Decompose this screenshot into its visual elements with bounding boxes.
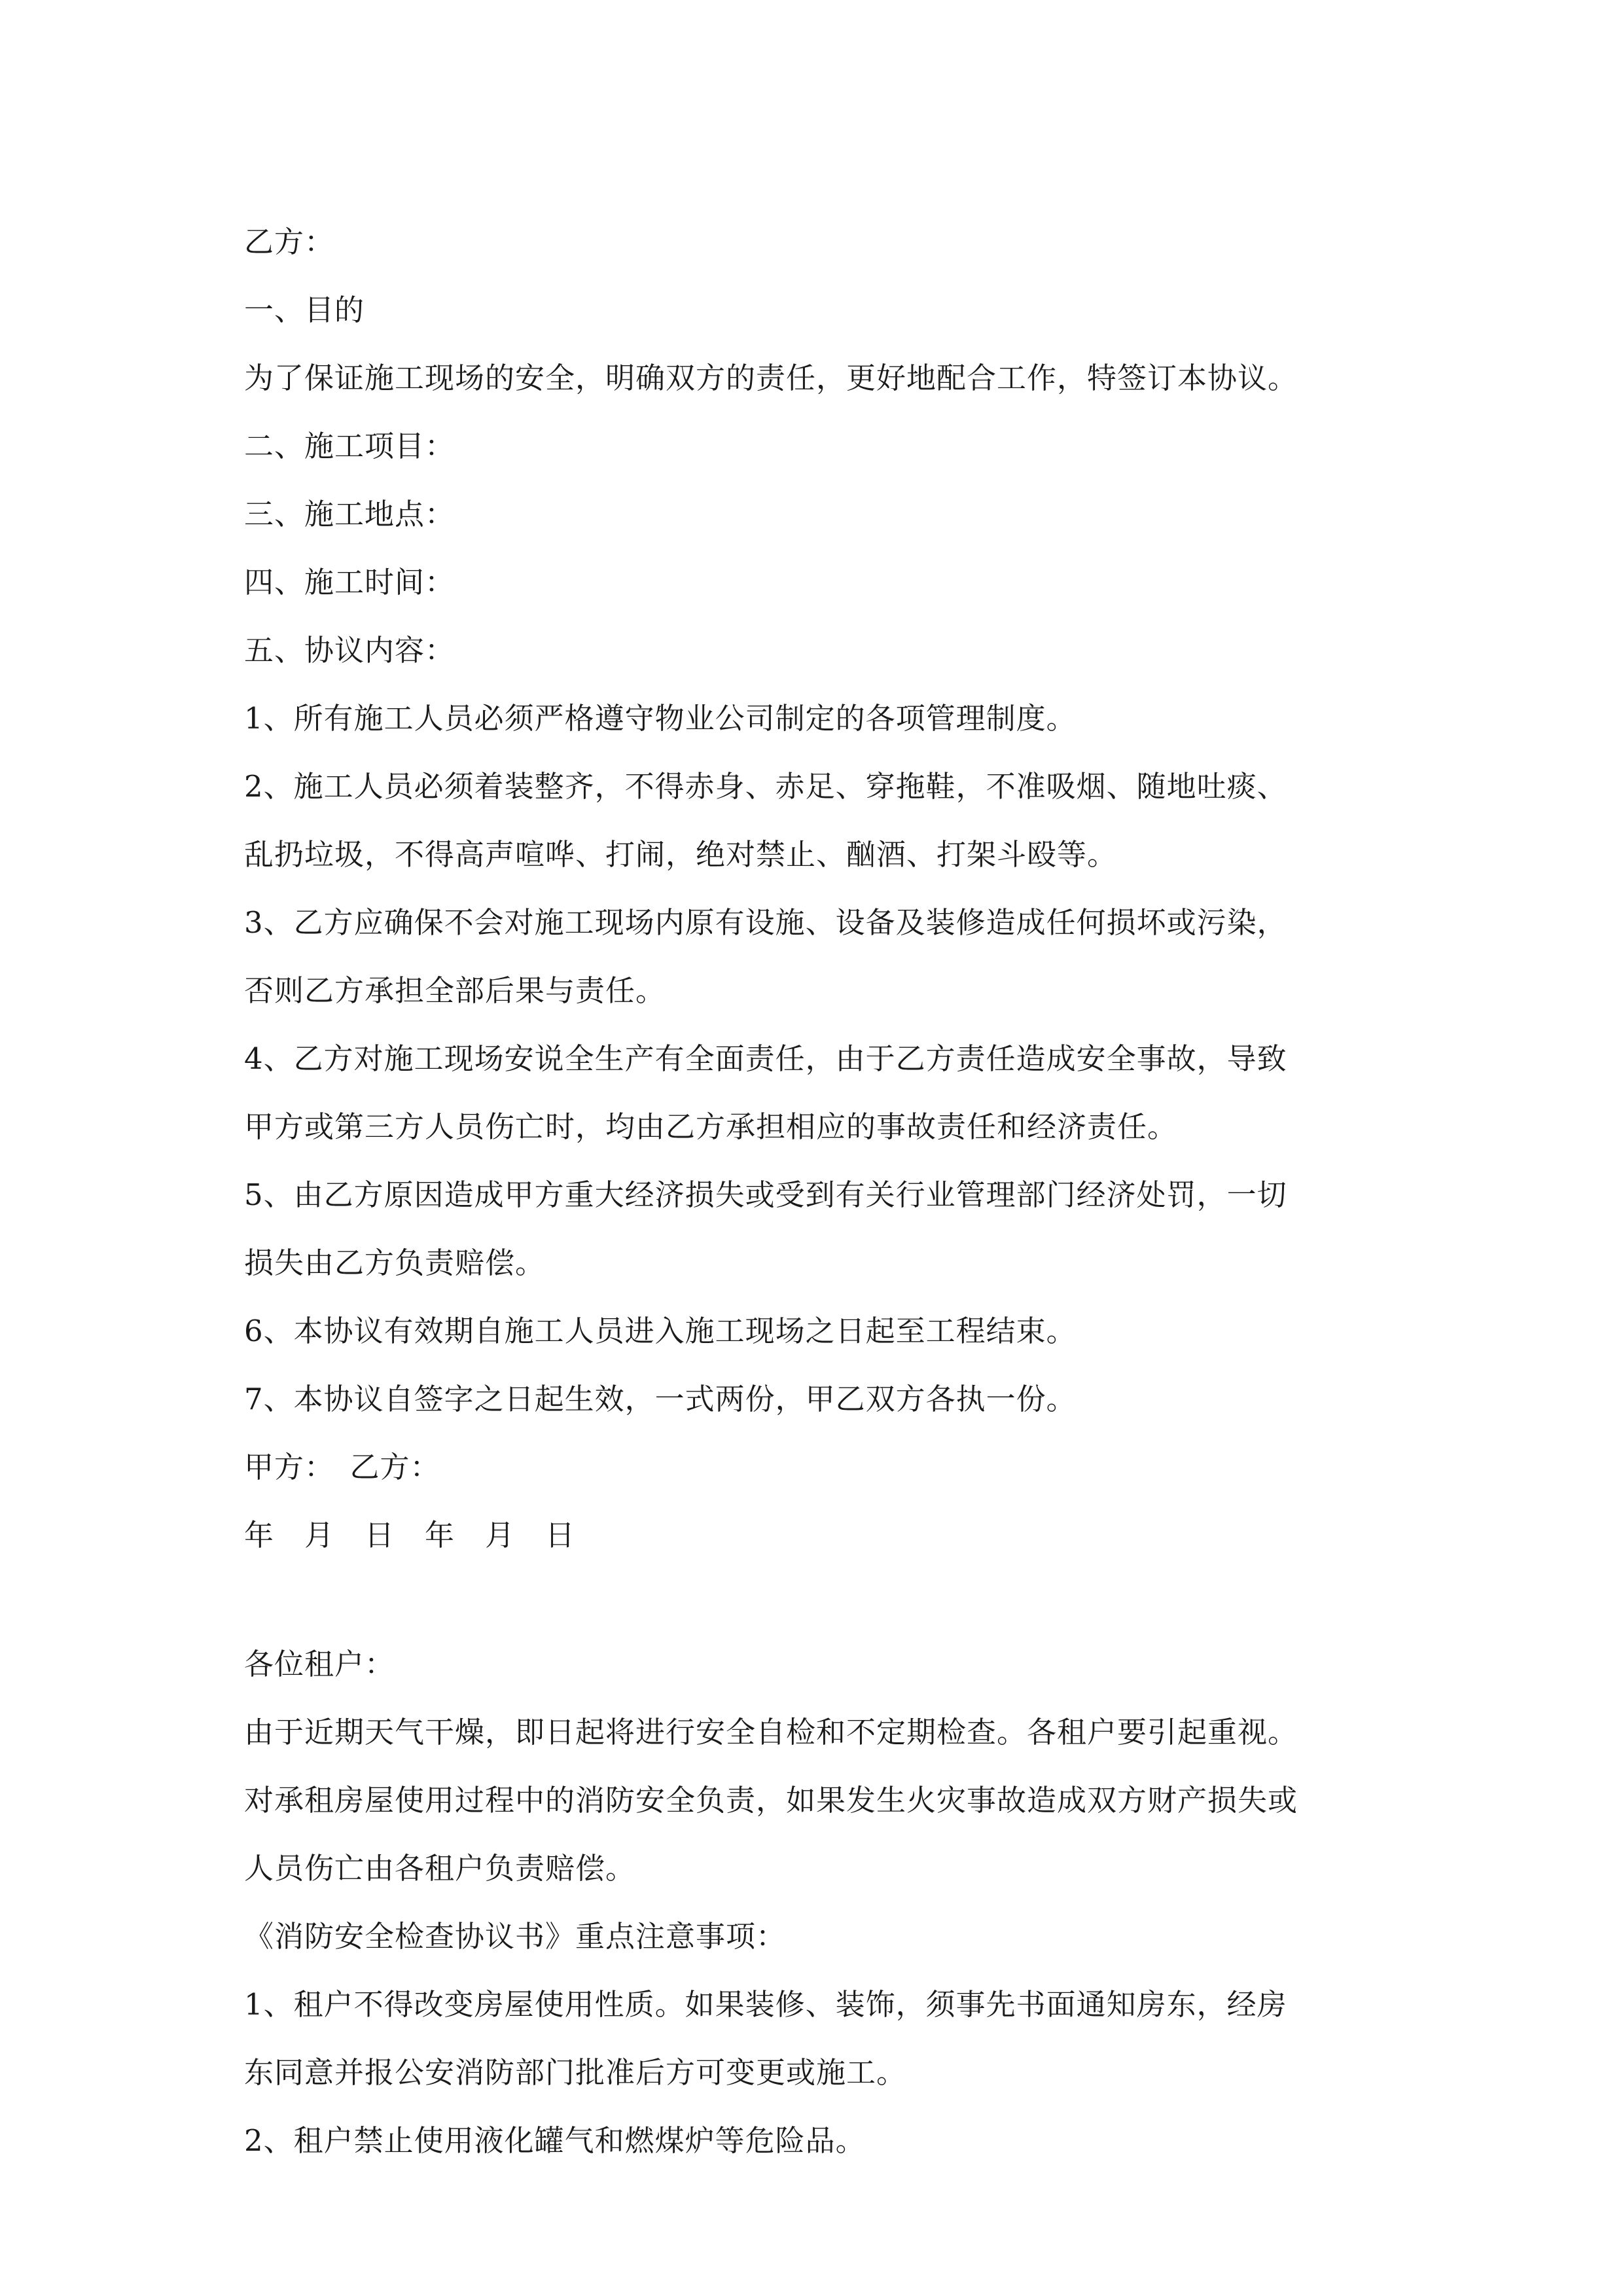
heading-purpose: 一、目的: [244, 293, 365, 327]
purpose-text: 为了保证施工现场的安全，明确双方的责任，更好地配合工作，特签订本协议。: [244, 361, 1298, 395]
heading-content: 五、协议内容：: [244, 633, 455, 668]
construction-safety-agreement-section: [244, 208, 1429, 1570]
notice-paragraph-line-3: 人员伤亡由各租户负责赔偿。: [244, 1851, 636, 1886]
clause-2-line-2: 乱扔垃圾，不得高声喧哗、打闹，绝对禁止、酗酒、打架斗殴等。: [244, 837, 1118, 872]
heading-location: 三、施工地点：: [244, 497, 455, 531]
clause-3-line-1: 3、乙方应确保不会对施工现场内原有设施、设备及装修造成任何损坏或污染，: [244, 905, 1287, 940]
clause-5-line-2: 损失由乙方负责赔偿。: [244, 1246, 546, 1280]
clause-2-line-1: 2、施工人员必须着装整齐，不得赤身、赤足、穿拖鞋，不准吸烟、随地吐痰、: [244, 769, 1287, 804]
clause-4-line-2: 甲方或第三方人员伤亡时，均由乙方承担相应的事故责任和经济责任。: [244, 1109, 1178, 1144]
heading-project: 二、施工项目：: [244, 429, 455, 463]
clause-1: 1、所有施工人员必须严格遵守物业公司制定的各项管理制度。: [244, 701, 1077, 736]
fire-safety-notice-section: [244, 1630, 1429, 2175]
clause-5-line-1: 5、由乙方原因造成甲方重大经济损失或受到有关行业管理部门经济处罚，一切: [244, 1177, 1287, 1212]
party-b-label: 乙方：: [244, 224, 335, 259]
signature-parties: 甲方： 乙方：: [244, 1450, 440, 1484]
notice-item-1-line-1: 1、租户不得改变房屋使用性质。如果装修、装饰，须事先书面通知房东，经房: [244, 1987, 1287, 2022]
notice-paragraph-line-1: 由于近期天气干燥，即日起将进行安全自检和不定期检查。各租户要引起重视。: [244, 1715, 1298, 1749]
clause-6: 6、本协议有效期自施工人员进入施工现场之日起至工程结束。: [244, 1314, 1077, 1348]
clause-7: 7、本协议自签字之日起生效，一式两份，甲乙双方各执一份。: [244, 1382, 1077, 1416]
notice-salutation: 各位租户：: [244, 1647, 395, 1681]
section-spacer: [244, 1570, 1429, 1630]
signature-dates: 年 月 日 年 月 日: [244, 1518, 576, 1552]
notice-paragraph-line-2: 对承租房屋使用过程中的消防安全负责，如果发生火灾事故造成双方财产损失或: [244, 1783, 1298, 1818]
notice-item-1-line-2: 东同意并报公安消防部门批准后方可变更或施工。: [244, 2055, 907, 2090]
clause-3-line-2: 否则乙方承担全部后果与责任。: [244, 973, 666, 1008]
clause-4-line-1: 4、乙方对施工现场安说全生产有全面责任，由于乙方责任造成安全事故，导致: [244, 1041, 1287, 1076]
notice-key-points-heading: 《消防安全检查协议书》重点注意事项：: [244, 1919, 787, 1954]
notice-item-2: 2、租户禁止使用液化罐气和燃煤炉等危险品。: [244, 2123, 866, 2158]
document-body: [244, 208, 1429, 2175]
heading-time: 四、施工时间：: [244, 565, 455, 600]
